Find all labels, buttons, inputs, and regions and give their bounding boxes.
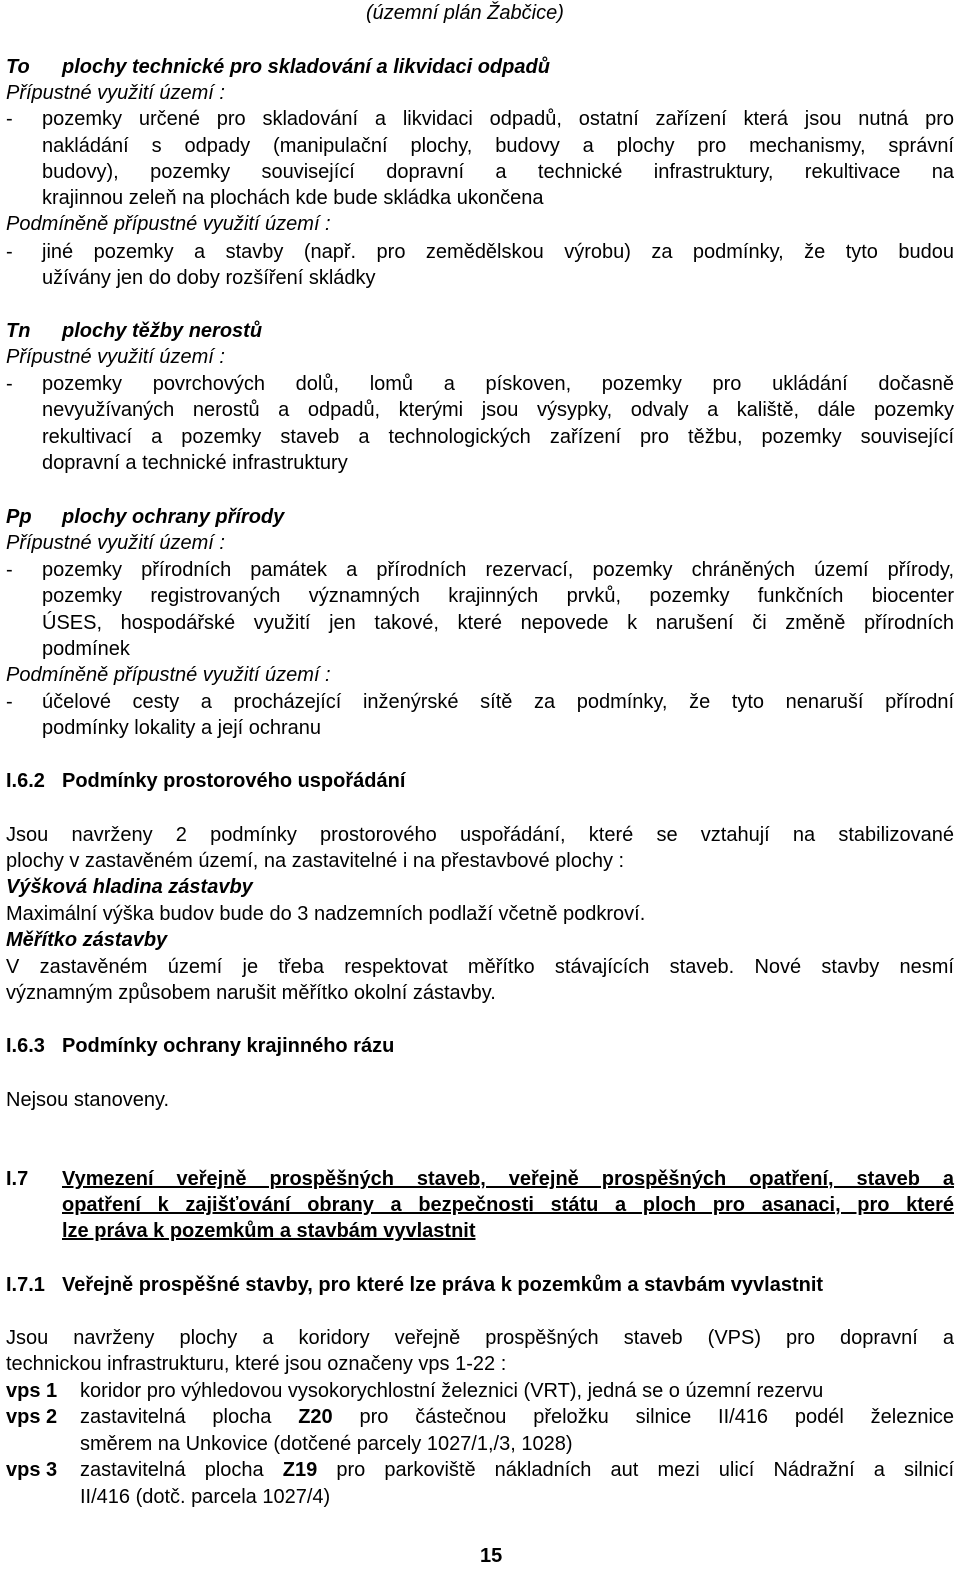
section-heading-i62 xyxy=(6,769,954,793)
section-number-i7: I.7 xyxy=(6,1168,29,1190)
page-header: (územní plán Žabčice) xyxy=(366,2,564,24)
subheading-height: Výšková hladina zástavby xyxy=(6,876,253,898)
paragraph-line: Jsou navrženy plochy a koridory veřejně prospěšných staveb (VPS) pro dopravní a xyxy=(6,1327,954,1349)
list-line: krajinnou zeleň na plochách kde bude skládka ukončena xyxy=(42,187,544,209)
paragraph-line: Nejsou stanoveny. xyxy=(6,1089,170,1111)
list-line: jiné pozemky a stavby (např. pro zemědělskou výrobu) za podmínky, že tyto budou xyxy=(42,241,954,263)
conditional-use-label: Podmíněně přípustné využití území : xyxy=(6,664,331,686)
section-code: Tn xyxy=(6,320,31,342)
paragraph-line: významným způsobem narušit měřítko okolní zástavby. xyxy=(6,982,496,1004)
section-title-line: Vymezení veřejně prospěšných staveb, veřejně prospěšných opatření, staveb a xyxy=(62,1168,954,1190)
list-line: rekultivací a pozemky staveb a technologických zařízení pro těžbu, pozemky související xyxy=(42,426,954,448)
section-number: I.6.3 xyxy=(6,1035,45,1057)
section-number: I.6.2 xyxy=(6,770,45,792)
subheading-scale: Měřítko zástavby xyxy=(6,929,168,951)
section-title-line: lze práva k pozemkům a stavbám vyvlastnit xyxy=(62,1220,476,1242)
section-heading-pp xyxy=(6,505,954,529)
paragraph-line: technickou infrastrukturu, které jsou označeny vps 1-22 : xyxy=(6,1353,507,1375)
list-line: dopravní a technické infrastruktury xyxy=(42,452,348,474)
page-number: 15 xyxy=(480,1545,503,1567)
allowed-use-label: Přípustné využití území : xyxy=(6,532,225,554)
vps-label: vps 3 xyxy=(6,1459,58,1481)
vps-label: vps 1 xyxy=(6,1380,58,1402)
section-heading-i71 xyxy=(6,1273,954,1297)
allowed-use-label: Přípustné využití území : xyxy=(6,82,225,104)
section-title: Podmínky ochrany krajinného rázu xyxy=(62,1035,395,1057)
list-line: podmínky lokality a její ochranu xyxy=(42,717,322,739)
list-line: účelové cesty a procházející inženýrské sítě za podmínky, že tyto nenaruší přírodní xyxy=(42,691,954,713)
plot-code: Z19 xyxy=(282,1459,318,1481)
section-number: I.7.1 xyxy=(6,1274,45,1296)
paragraph-line: plochy v zastavěném území, na zastavitelné i na přestavbové plochy : xyxy=(6,850,625,872)
list-line: nevyužívaných nerostů a odpadů, kterými jsou výsypky, odvaly a kaliště, dále pozemky xyxy=(42,399,954,421)
paragraph-line: Maximální výška budov bude do 3 nadzemních podlaží včetně podkroví. xyxy=(6,903,646,925)
vps-text: zastavitelná plocha Z19 pro parkoviště nákladních aut mezi ulicí Nádražní a silnicí xyxy=(80,1459,954,1481)
section-code: Pp xyxy=(6,506,32,528)
plot-code: Z20 xyxy=(298,1406,333,1428)
conditional-use-label: Podmíněně přípustné využití území : xyxy=(6,213,331,235)
list-line: nakládání s odpady (manipulační plochy, budovy a plochy pro mechanismy, správní xyxy=(42,135,954,157)
vps-text: zastavitelná plocha Z20 pro částečnou přeložku silnice II/416 podél železnice xyxy=(80,1406,955,1428)
list-line: pozemky registrovaných významných krajinných prvků, pozemky funkčních biocenter xyxy=(42,585,954,607)
section-title: plochy ochrany přírody xyxy=(62,506,285,528)
section-title: Veřejně prospěšné stavby, pro které lze práva k pozemkům a stavbám vyvlastnit xyxy=(62,1274,824,1296)
vps-text: koridor pro výhledovou vysokorychlostní železnici (VRT), jedná se o územní rezervu xyxy=(80,1380,824,1402)
list-line: ÚSES, hospodářské využití jen takové, které nepovede k narušení či změně přírodních xyxy=(42,612,954,634)
section-title: Podmínky prostorového uspořádání xyxy=(62,770,406,792)
list-line: podmínek xyxy=(42,638,130,660)
section-title-line: opatření k zajišťování obrany a bezpečnosti státu a ploch pro asanaci, pro které xyxy=(62,1194,954,1216)
paragraph-line: V zastavěném území je třeba respektovat měřítko stávajících staveb. Nové stavby nesmí xyxy=(6,956,954,978)
allowed-use-label: Přípustné využití území : xyxy=(6,346,225,368)
section-title: plochy technické pro skladování a likvidaci odpadů xyxy=(62,56,550,78)
section-heading-to xyxy=(6,55,954,79)
section-heading-i63 xyxy=(6,1034,954,1058)
vps-text: směrem na Unkovice (dotčené parcely 1027/1,/3, 1028) xyxy=(80,1433,573,1455)
vps-text: II/416 (dotč. parcela 1027/4) xyxy=(80,1486,331,1508)
section-title: plochy těžby nerostů xyxy=(62,320,263,342)
list-line: pozemky přírodních památek a přírodních rezervací, pozemky chráněných území přírody, xyxy=(42,559,954,581)
list-line: budovy), pozemky související dopravní a technické infrastruktury, rekultivace na xyxy=(42,161,954,183)
section-code: To xyxy=(6,56,30,78)
list-line: pozemky určené pro skladování a likvidaci odpadů, ostatní zařízení která jsou nutná pro xyxy=(42,108,954,130)
vps-label: vps 2 xyxy=(6,1406,58,1428)
section-heading-tn xyxy=(6,319,954,343)
document-page: (územní plán Žabčice) To plochy technické pro skladování a likvidaci odpadů Přípustné využití území : - pozemky určené pro skladování a likvidaci odpadů, ostatní zařízení která jsou nutná pro nakládání s odpady (manipulační plochy, budovy a plochy pro mechanismy, správní budovy), pozemky související dopravní a technické infrastruktury, rekultivace na krajinnou zeleň na plochách kde bude skládka ukončena Podmíněně přípustné využití území : - jiné pozemky a stavby (např. pro zemědělskou výrobu) za podmínky, že tyto budou užívány jen do doby rozšíření skládky Tn plochy těžby nerostů Přípustné využití území : - pozemky povrchových dolů, lomů a pískoven, pozemky pro ukládání dočasně nevyužívaných nerostů a odpadů, kterými jsou výsypky, odvaly a kaliště, dále pozemky rekultivací a pozemky staveb a technologických zařízení pro těžbu, pozemky související dopravní a technické infrastruktury Pp plochy ochrany přírody Přípustné využití území : - pozemky přírodních památek a přírodních rezervací, pozemky chráněných území přírody, pozemky registrovaných významných krajinných prvků, pozemky funkčních biocenter ÚSES, hospodářské využití jen takové, které nepovede k narušení či změně přírodních podmínek Podmíněně přípustné využití území : - účelové cesty a procházející inženýrské sítě za podmínky, že tyto nenaruší přírodní podmínky lokality a její ochranu I.6.2 Podmínky prostorového uspořádání Jsou navrženy 2 podmínky prostorového uspořádání, které se vztahují na stabilizované plochy v zastavěném území, na zastavitelné i na přestavbové plochy : Výšková hladina zástavby Maximální výška budov bude do 3 nadzemních podlaží včetně podkroví. Měřítko zástavby V zastavěném území je třeba respektovat měřítko stávajících staveb. Nové stavby nesmí významným způsobem narušit měřítko okolní zástavby. I.6.3 Podmínky ochrany krajinného rázu Nejsou stanoveny. I.7 Vymezení veřejně prospěšných staveb, veřejně prospěšných opatření, staveb a opatření k zajišťování obrany a bezpečnosti státu a ploch pro asanaci, pro které lze práva k pozemkům a stavbám vyvlastnit I.7.1 Veřejně prospěšné stavby, pro které lze práva k pozemkům a stavbám vyvlastnit Jsou navrženy plochy a koridory veřejně prospěšných staveb (VPS) pro dopravní a technickou infrastrukturu, které jsou označeny vps 1-22 : vps 1 koridor pro výhledovou vysokorychlostní železnici (VRT), jedná se o územní rezervu vps 2 zastavitelná plocha Z20 pro částečnou přeložku silnice II/416 podél železnice směrem na Unkovice (dotčené parcely 1027/1,/3, 1028) vps 3 zastavitelná plocha Z19 pro parkoviště nákladních aut mezi ulicí Nádražní a silnicí II/416 (dotč. parcela 1027/4) 15 xyxy=(6,2,955,1567)
paragraph-line: Jsou navrženy 2 podmínky prostorového uspořádání, které se vztahují na stabilizované xyxy=(6,824,954,846)
list-line: užívány jen do doby rozšíření skládky xyxy=(42,267,376,289)
list-line: pozemky povrchových dolů, lomů a pískoven, pozemky pro ukládání dočasně xyxy=(42,373,954,395)
